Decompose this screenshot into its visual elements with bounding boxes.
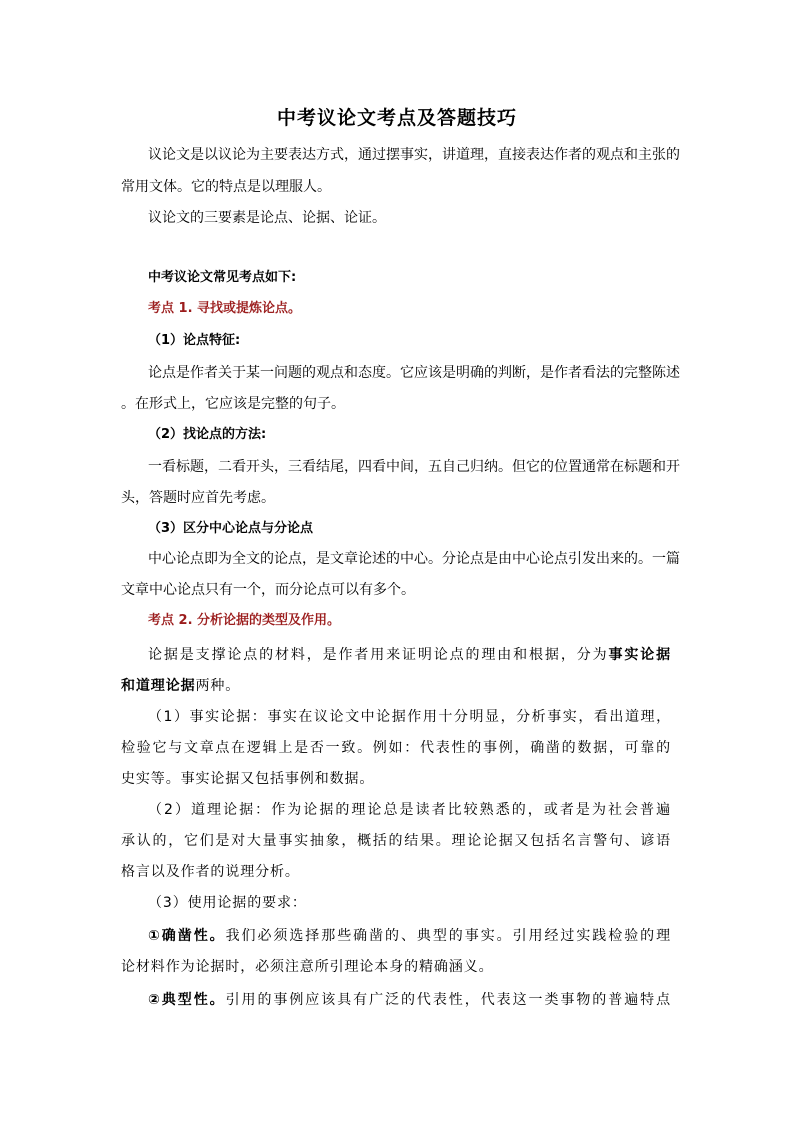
- fact-evidence-line-2: 检验它与文章点在逻辑上是否一致。例如：代表性的事例，确凿的数据，可靠的: [121, 740, 671, 756]
- reason-evidence-line-3: 格言以及作者的说理分析。: [121, 864, 300, 880]
- point-1-sub1-line-2: 。在形式上，它应该是完整的句子。: [121, 396, 345, 412]
- page-title: 中考议论文考点及答题技巧: [276, 107, 517, 129]
- reason-evidence-term: 和道理论据: [121, 678, 196, 694]
- point-2-intro-line-1: [148, 645, 671, 665]
- fact-evidence-line-1: （1）事实论据：事实在议论文中论据作用十分明显，分析事实，看出道理，: [148, 709, 671, 725]
- requirement-1-label: ①确凿性。: [148, 928, 226, 944]
- common-points-heading: 中考议论文常见考点如下:: [148, 270, 297, 285]
- requirement-2-line-1: [148, 990, 671, 1010]
- fact-evidence-term: 事实论据: [608, 647, 671, 663]
- point-1-sub2-line-1: 一看标题，二看开头，三看结尾，四看中间，五自己归纳。但它的位置通常在标题和开: [148, 459, 680, 475]
- evidence-requirements-heading: （3）使用论据的要求：: [148, 895, 307, 911]
- fact-evidence-line-3: 史实等。事实论据又包括事例和数据。: [121, 771, 375, 787]
- point-1-sub2-line-2: 头，答题时应首先考虑。: [121, 490, 275, 506]
- intro-paragraph-2: 议论文的三要素是论点、论据、论证。: [148, 210, 386, 226]
- requirement-1-line-2: 论材料作为论据时，必须注意所引理论本身的精确涵义。: [121, 959, 494, 975]
- requirement-1-text: 我们必须选择那些确凿的、典型的事实。引用经过实践检验的理: [225, 928, 671, 944]
- intro-line-1: 议论文是以议论为主要表达方式，通过摆事实，讲道理，直接表达作者的观点和主张的: [148, 147, 680, 163]
- reason-evidence-line-2: 承认的，它们是对大量事实抽象，概括的结果。理论论据又包括名言警句、谚语: [121, 833, 671, 849]
- requirement-2-label: ②典型性。: [148, 992, 226, 1008]
- point-1-sub3-line-1: 中心论点即为全文的论点，是文章论述的中心。分论点是由中心论点引发出来的。一篇: [148, 551, 680, 567]
- point-2-intro-tail: 两种。: [195, 678, 241, 694]
- point-2-intro-text: 论据是支撑论点的材料，是作者用来证明论点的理由和根据，分为: [148, 647, 609, 663]
- point-1-sub1-heading: （1）论点特征:: [148, 333, 241, 348]
- intro-line-2: 常用文体。它的特点是以理服人。: [121, 179, 331, 195]
- point-1-sub2-heading: （2）找论点的方法:: [148, 427, 267, 442]
- point-1-sub3-heading: （3）区分中心论点与分论点: [148, 521, 314, 536]
- reason-evidence-line-1: （2）道理论据：作为论据的理论总是读者比较熟悉的，或者是为社会普遍: [148, 802, 671, 818]
- requirement-1-line-1: [148, 926, 671, 946]
- point-1-heading: 考点 1. 寻找或提炼论点。: [148, 301, 302, 316]
- requirement-2-text: 引用的事例应该具有广泛的代表性，代表这一类事物的普遍特点: [225, 992, 671, 1008]
- point-2-intro-line-2: [121, 676, 240, 696]
- point-2-heading: 考点 2. 分析论据的类型及作用。: [148, 613, 341, 628]
- point-1-sub1-line-1: 论点是作者关于某一问题的观点和态度。它应该是明确的判断，是作者看法的完整陈述: [148, 365, 680, 381]
- point-1-sub3-line-2: 文章中心论点只有一个，而分论点可以有多个。: [121, 582, 415, 598]
